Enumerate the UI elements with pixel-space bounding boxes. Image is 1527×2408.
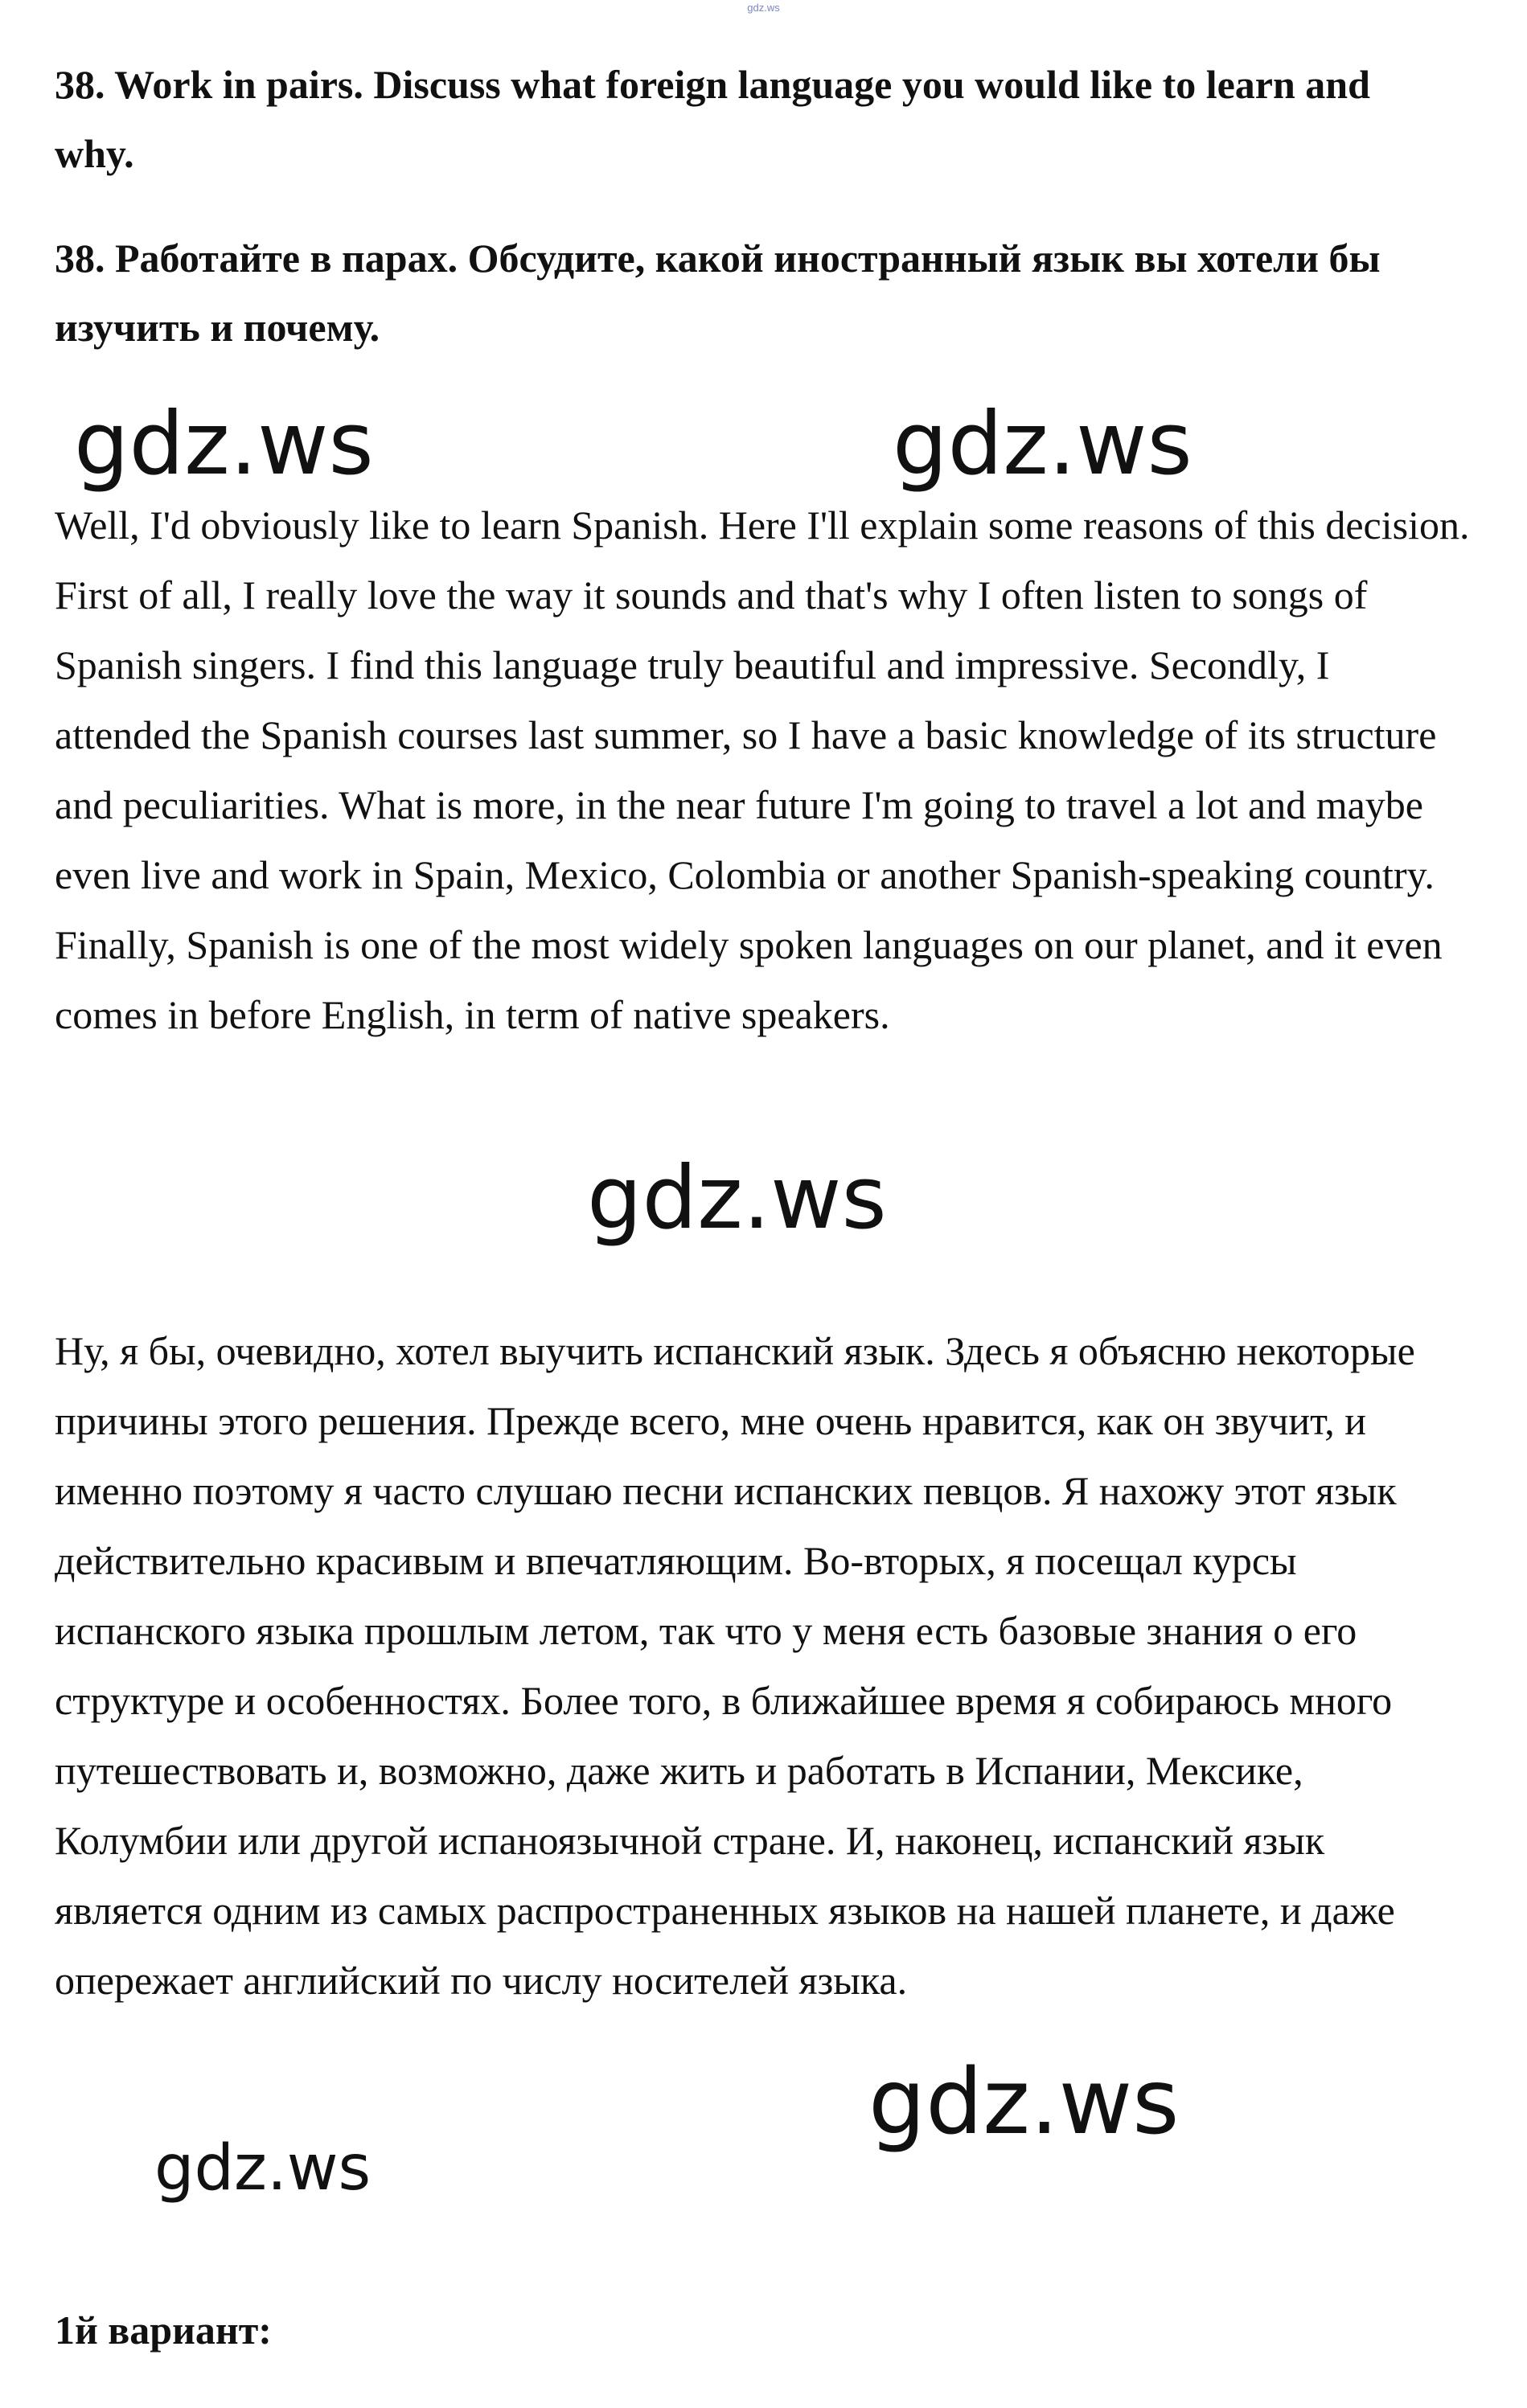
answer-paragraph-english: Well, I'd obviously like to learn Spanish. Here I'll explain some reasons of this decision. First of all, I really love the way it sounds and that's why I often listen to songs of Spanish singers. I find this language truly beautiful and impressive. Secondly, I attended the Spanish courses last summer, so I have a basic knowledge of its structure and peculiarities. What is more, in the near future I'm going to travel a lot and maybe even live and work in Spain, Mexico, Colombia or another Spanish-speaking country. Finally, Spanish is one of the most widely spoken languages on our planet, and it even comes in before English, in term of native speakers. (55, 503, 1470, 1037)
answer-paragraph-russian: Ну, я бы, очевидно, хотел выучить испанский язык. Здесь я объясню некоторые причины этого решения. Прежде всего, мне очень нравится, как он звучит, и именно поэтому я часто слушаю песни испанских певцов. Я нахожу этот язык действительно красивым и впечатляющим. Во-вторых, я посещал курсы испанского языка прошлым летом, так что у меня есть базовые знания о его структуре и особенностях. Более того, в ближайшее время я собираюсь много путешествовать и, возможно, даже жить и работать в Испании, Мексике, Колумбии или другой испаноязычной стране. И, наконец, испанский язык является одним из самых распространенных языков на нашей планете, и даже опережает английский по числу носителей языка. (55, 1328, 1415, 2003)
task-heading-english: 38. Work in pairs. Discuss what foreign language you would like to learn and why. (55, 62, 1370, 176)
watermark: gdz.ws (893, 394, 1192, 494)
watermark: gdz.ws (587, 1148, 887, 1249)
watermark: gdz.ws (74, 394, 374, 494)
variant-label: 1й вариант: (55, 2307, 272, 2353)
watermark: gdz.ws (154, 2132, 371, 2205)
top-watermark: gdz.ws (747, 2, 780, 14)
task-heading-russian: 38. Работайте в парах. Обсудите, какой иностранный язык вы хотели бы изучить и почему. (55, 236, 1381, 350)
watermark: gdz.ws (868, 2050, 1180, 2155)
